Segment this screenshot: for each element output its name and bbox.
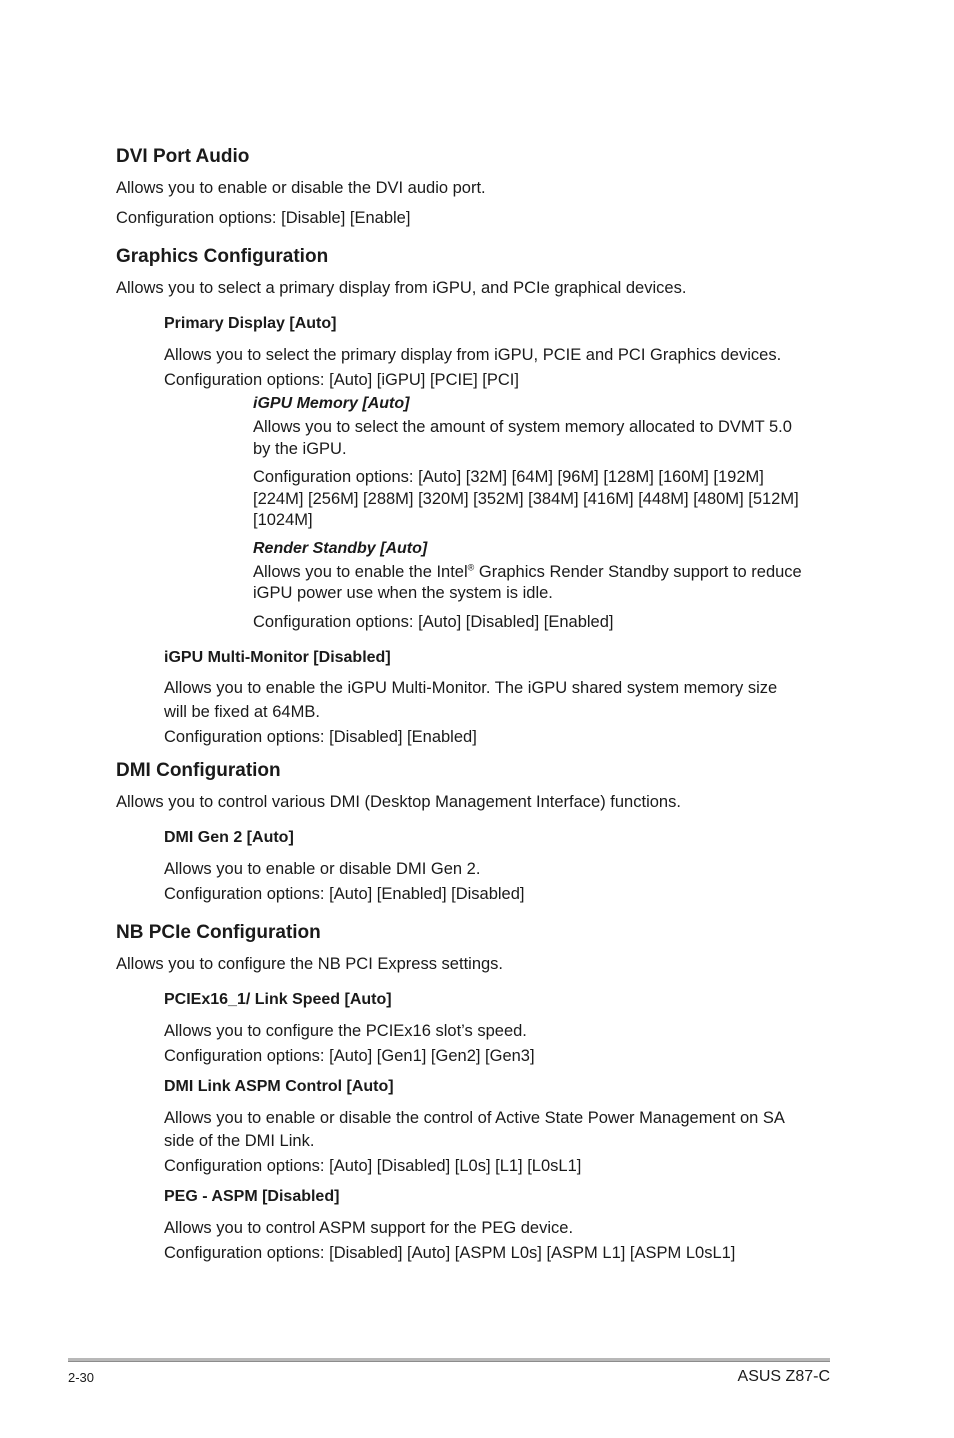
item-title-igpu-memory: iGPU Memory [Auto] <box>253 395 410 412</box>
item-title-igpu-multi-monitor: iGPU Multi-Monitor [Disabled] <box>164 649 391 666</box>
igpu-memory-options-line-1: Configuration options: [Auto] [32M] [64M] [96M] [128M] [160M] [192M] <box>253 468 764 486</box>
item-title-render-standby: Render Standby [Auto] <box>253 540 428 557</box>
igpu-multi-monitor-description-line-2: will be fixed at 64MB. <box>164 703 320 721</box>
item-title-link-speed: PCIEx16_1/ Link Speed [Auto] <box>164 991 392 1008</box>
product-name: ASUS Z87-C <box>737 1368 830 1385</box>
nb-pcie-configuration-description: Allows you to configure the NB PCI Express settings. <box>116 955 504 973</box>
dmi-link-aspm-description-line-2: side of the DMI Link. <box>164 1132 315 1150</box>
igpu-memory-options-line-2: [224M] [256M] [288M] [320M] [352M] [384M] [416M] [448M] [480M] [512M] <box>253 490 799 508</box>
link-speed-description: Allows you to configure the PCIEx16 slot’s speed. <box>164 1022 527 1040</box>
link-speed-options: Configuration options: [Auto] [Gen1] [Gen2] [Gen3] <box>164 1047 535 1065</box>
section-title-dmi-configuration: DMI Configuration <box>116 760 281 781</box>
peg-aspm-description: Allows you to control ASPM support for the PEG device. <box>164 1219 574 1237</box>
primary-display-description: Allows you to select the primary display from iGPU, PCIE and PCI Graphics devices. <box>164 346 782 364</box>
render-standby-description-line-1 <box>253 561 802 583</box>
dmi-link-aspm-description-line-1: Allows you to enable or disable the control of Active State Power Management on SA <box>164 1109 785 1127</box>
igpu-memory-description-line-2: by the iGPU. <box>253 440 347 458</box>
dmi-configuration-description: Allows you to control various DMI (Desktop Management Interface) functions. <box>116 793 681 811</box>
section-title-dvi-port-audio: DVI Port Audio <box>116 146 250 167</box>
igpu-memory-description-line-1: Allows you to select the amount of system memory allocated to DVMT 5.0 <box>253 418 792 436</box>
item-title-peg-aspm: PEG - ASPM [Disabled] <box>164 1188 340 1205</box>
render-standby-options: Configuration options: [Auto] [Disabled] [Enabled] <box>253 613 614 631</box>
igpu-memory-options-line-3: [1024M] <box>253 511 313 529</box>
section-title-nb-pcie-configuration: NB PCIe Configuration <box>116 922 321 943</box>
registered-mark: ® <box>467 562 475 573</box>
igpu-multi-monitor-options: Configuration options: [Disabled] [Enabled] <box>164 728 477 746</box>
item-title-primary-display: Primary Display [Auto] <box>164 315 337 332</box>
dvi-port-audio-options: Configuration options: [Disable] [Enable] <box>116 209 411 227</box>
item-title-dmi-gen-2: DMI Gen 2 [Auto] <box>164 829 294 846</box>
primary-display-options: Configuration options: [Auto] [iGPU] [PCIE] [PCI] <box>164 371 519 389</box>
render-standby-description-start: Allows you to enable the Intel <box>253 563 468 581</box>
item-title-dmi-link-aspm-control: DMI Link ASPM Control [Auto] <box>164 1078 394 1095</box>
footer-divider <box>68 1358 830 1362</box>
dmi-gen-2-description: Allows you to enable or disable DMI Gen 2. <box>164 860 481 878</box>
render-standby-description-line-2: iGPU power use when the system is idle. <box>253 584 553 602</box>
render-standby-description-end: Graphics Render Standby support to reduce <box>474 563 802 581</box>
dmi-link-aspm-options: Configuration options: [Auto] [Disabled] [L0s] [L1] [L0sL1] <box>164 1157 582 1175</box>
page-number: 2-30 <box>68 1370 95 1385</box>
graphics-configuration-description: Allows you to select a primary display from iGPU, and PCIe graphical devices. <box>116 279 687 297</box>
section-title-graphics-configuration: Graphics Configuration <box>116 246 329 267</box>
peg-aspm-options: Configuration options: [Disabled] [Auto] [ASPM L0s] [ASPM L1] [ASPM L0sL1] <box>164 1244 736 1262</box>
dmi-gen-2-options: Configuration options: [Auto] [Enabled] [Disabled] <box>164 885 525 903</box>
dvi-port-audio-description: Allows you to enable or disable the DVI audio port. <box>116 179 486 197</box>
igpu-multi-monitor-description-line-1: Allows you to enable the iGPU Multi-Monitor. The iGPU shared system memory size <box>164 679 778 697</box>
